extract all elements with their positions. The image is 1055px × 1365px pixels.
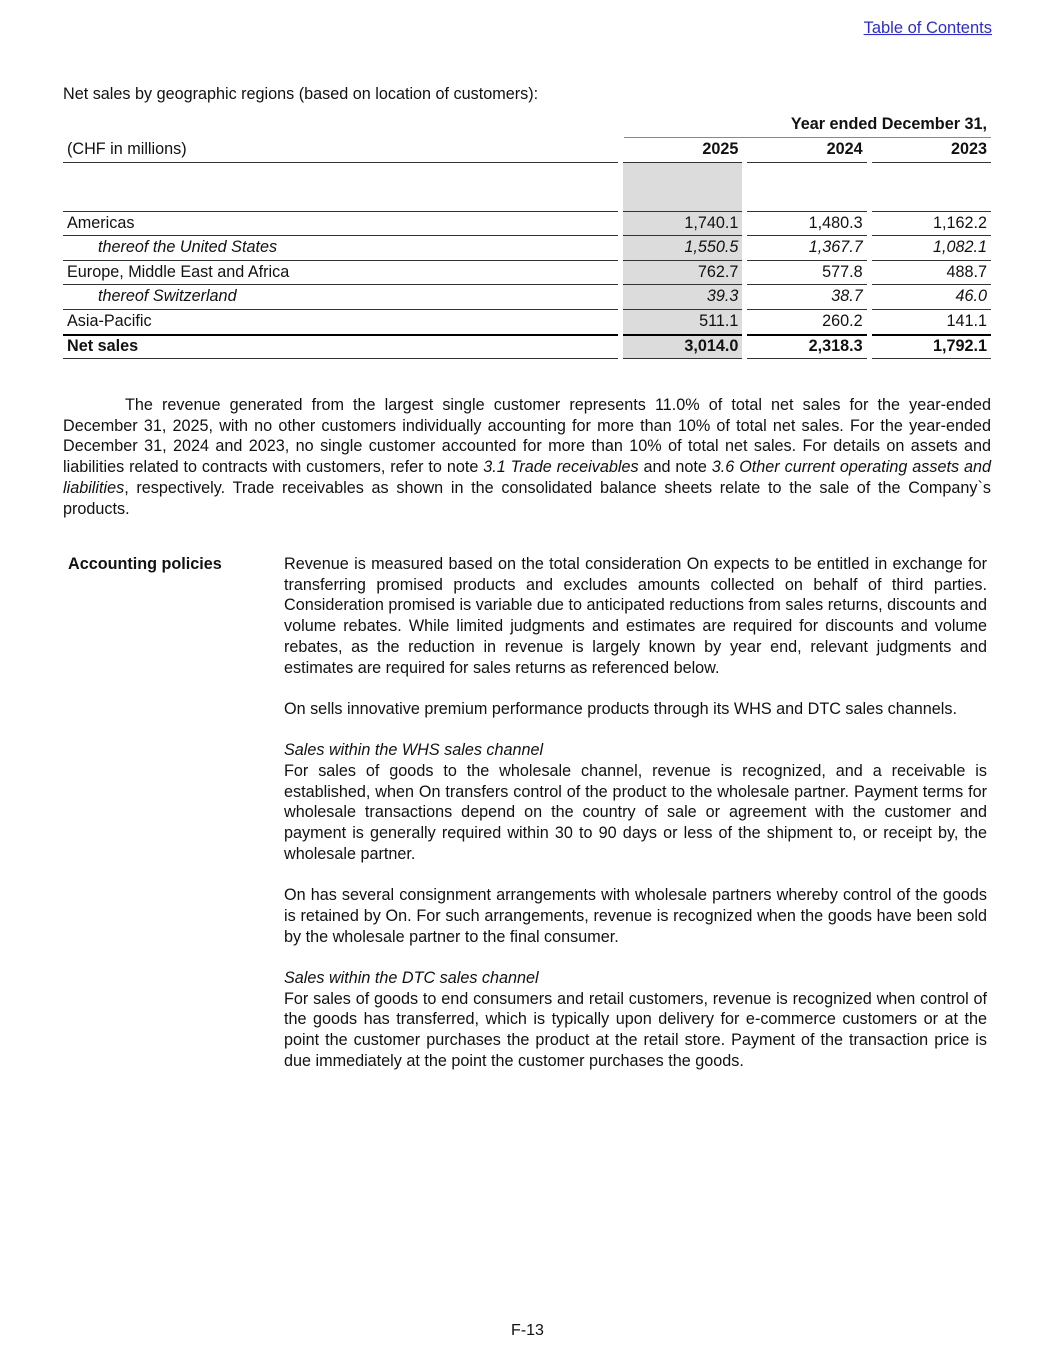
value-2025: 3,014.0 — [623, 334, 742, 359]
whs-heading: Sales within the WHS sales channel — [284, 741, 544, 760]
value-2023: 141.1 — [946, 312, 987, 331]
whs-body: For sales of goods to the wholesale channel, revenue is recognized, and a receivable is established, when On transfers control of the product to the wholesale partner. Payment terms for wholesale transactions depend on the country of sale or agreement with the customer and payment is generally required within 30 to 90 days or less of the shipment to, or receipt by, the wholesale partner. — [284, 762, 987, 863]
value-2024: 577.8 — [747, 261, 866, 286]
table-row — [63, 310, 991, 335]
paragraph-text: , respectively. Trade receivables as shown in the consolidated balance sheets relate to the sale of the Company`s products. — [63, 478, 991, 518]
value-2025: 1,740.1 — [623, 212, 742, 237]
sales-channels-paragraph: On sells innovative premium performance products through its WHS and DTC sales channels. — [284, 699, 957, 718]
table-group-header-row — [63, 112, 991, 138]
value-2023: 1,082.1 — [872, 236, 991, 261]
value-2023: 488.7 — [872, 261, 991, 286]
accounting-policies-label: Accounting policies — [68, 555, 222, 573]
table-row — [63, 212, 991, 237]
column-header-2024: 2024 — [747, 138, 866, 163]
row-label: Europe, Middle East and Africa — [63, 261, 618, 286]
table-row — [63, 285, 991, 310]
value-2024: 38.7 — [747, 285, 866, 310]
table-of-contents-link[interactable]: Table of Contents — [863, 19, 992, 37]
row-label: Americas — [63, 212, 618, 237]
value-2023: 1,792.1 — [872, 334, 991, 359]
value-2023: 46.0 — [872, 285, 991, 310]
value-2024: 2,318.3 — [747, 334, 866, 359]
paragraph-text: and note — [638, 458, 712, 477]
value-2023: 1,162.2 — [872, 212, 991, 237]
value-2024: 1,367.7 — [747, 236, 866, 261]
value-2024: 260.2 — [822, 312, 863, 331]
revenue-measurement-paragraph: Revenue is measured based on the total consideration On expects to be entitled in exchange for transferring promised products and excludes amounts collected on behalf of third parties. Consideration promised is variable due to anticipated reductions from sales returns, discounts and volume rebates. While limited judgments and estimates are required for discounts and volume rebates, as the reduction in revenue is largely known by year end, relevant judgments and estimates are required for sales returns as referenced below. — [284, 555, 987, 677]
dtc-section — [284, 968, 987, 1072]
value-2024: 1,480.3 — [747, 212, 866, 237]
accounting-policies-body — [284, 554, 987, 1092]
table-intro-text: Net sales by geographic regions (based on location of customers): — [63, 85, 539, 103]
row-label: Asia-Pacific — [67, 312, 152, 331]
net-sales-by-region-table — [63, 112, 991, 359]
value-2025: 762.7 — [623, 261, 742, 286]
table-total-row — [63, 334, 991, 359]
column-header-2023: 2023 — [872, 138, 991, 163]
value-2025: 39.3 — [623, 285, 742, 310]
largest-customer-paragraph — [63, 395, 991, 519]
dtc-heading: Sales within the DTC sales channel — [284, 969, 539, 987]
column-header-2025: 2025 — [623, 138, 742, 163]
value-2025: 511.1 — [623, 310, 742, 335]
table-row — [63, 261, 991, 286]
page-number: F-13 — [511, 1322, 544, 1339]
value-2025: 1,550.5 — [623, 236, 742, 261]
table-row — [63, 236, 991, 261]
consignment-paragraph: On has several consignment arrangements with wholesale partners whereby control of the goods is retained by On. For such arrangements, revenue is recognized when the goods have been sold by the wholesale partner to the final consumer. — [284, 886, 987, 946]
whs-section — [284, 740, 987, 864]
year-ended-header: Year ended December 31, — [624, 112, 991, 138]
table-spacer-row — [63, 163, 991, 212]
note-reference-trade-receivables: 3.1 Trade receivables — [483, 458, 639, 477]
paragraph-text: The revenue generated from the largest single customer represents 11.0% of total net sales for the year-ended December 31, 2025, with no other customers individually accounting for more than 10% of total net sales. For the year-ended December 31, 2024 and 2023, no single customer accounted for more than 10% of total net sales. For details on assets and liabilities related to contracts with customers, refer to note — [63, 396, 991, 477]
row-label: Net sales — [63, 334, 618, 359]
note-reference-other-current-assets: 3.6 Other current operating assets and liabilities — [63, 458, 991, 497]
table-year-header-row — [63, 138, 991, 163]
unit-label: (CHF in millions) — [63, 138, 618, 163]
row-label: thereof the United States — [63, 236, 618, 261]
row-label: thereof Switzerland — [63, 285, 618, 310]
dtc-body: For sales of goods to end consumers and retail customers, revenue is recognized when control of the goods has transferred, which is typically upon delivery for e-commerce customers or at the point the customer purchases the product at the retail store. Payment of the transaction price is due immediately at the point the customer purchases the goods. — [284, 989, 987, 1070]
